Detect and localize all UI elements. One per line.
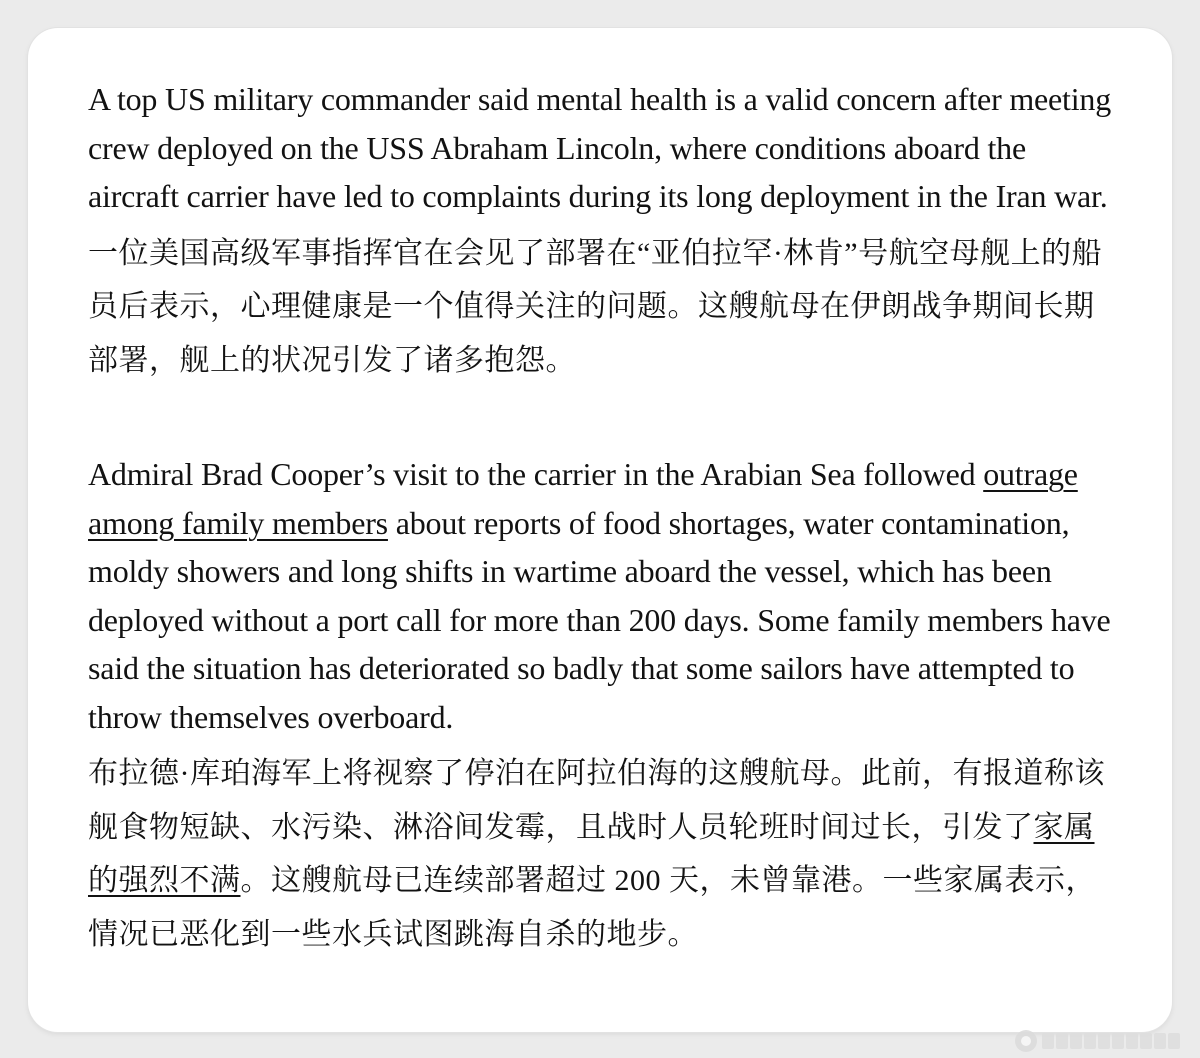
family-outrage-link[interactable]: outrage among family members [88, 456, 1078, 541]
paragraph-1-chinese-text: 一位美国高级军事指挥官在会见了部署在“亚伯拉罕·林肯”号航空母舰上的船员后表示，心理健康是一个值得关注的问题。这艘航母在伊朗战争期间长期部署，舰上的状况引发了诸多抱怨。 [88, 236, 1103, 377]
paragraph-2-english-text-start: Admiral Brad Cooper’s visit to the carrier in the Arabian Sea followed [88, 456, 984, 492]
paragraph-1-chinese [88, 227, 1112, 388]
paragraph-2-chinese-text-end: 。这艘航母已连续部署超过 200 天，未曾靠港。一些家属表示，情况已恶化到一些水兵试图跳海自杀的地步。 [88, 864, 1096, 951]
paragraph-spacer [88, 387, 1112, 450]
family-outrage-link-chinese[interactable]: 家属的强烈不满 [88, 810, 1095, 897]
paragraph-2-chinese [88, 747, 1112, 961]
paragraph-2-english-text-end: about reports of food shortages, water contamination, moldy showers and long shifts in wartime aboard the vessel, which has been deployed without a port call for more than 200 days. Some family members have said the situation has deteriorated so badly that some sailors have attempted to throw themselves overboard. [88, 504, 1111, 735]
watermark-bars [1042, 1033, 1180, 1049]
paragraph-2-chinese-text-start: 布拉德·库珀海军上将视察了停泊在阿拉伯海的这艘航母。此前，有报道称该舰食物短缺、水污染、淋浴间发霉，且战时人员轮班时间过长，引发了 [88, 757, 1105, 844]
paragraph-1-english-text: A top US military commander said mental health is a valid concern after meeting crew deployed on the USS Abraham Lincoln, where conditions aboard the aircraft carrier have led to complaints during its long deployment in the Iran war. [88, 81, 1111, 214]
weibo-watermark-icon [1015, 1030, 1180, 1052]
watermark-badge-icon [1015, 1030, 1037, 1052]
article-card [28, 28, 1172, 1032]
paragraph-1-english [88, 75, 1112, 221]
paragraph-2-english [88, 450, 1112, 741]
